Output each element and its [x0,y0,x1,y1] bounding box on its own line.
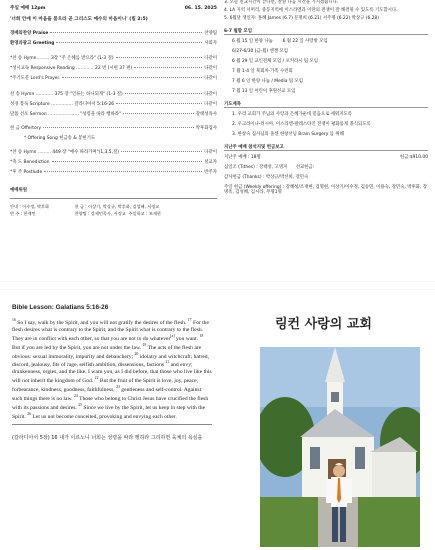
offering-note: * Offering Song 헌금송 & 봉헌기도 [24,135,96,141]
finance-attendance-row: 지난주 예배 : 18명 헌금:$910.00 [224,155,428,161]
bible-lesson [12,304,212,442]
korean-verse: (갈라디아서 5장) 16 내가 이르노니 너희는 성령을 따라 행하라 그리하면 육체의 욕심을 [12,435,203,442]
order-postlude: *후 주 Postlude 반주자 [10,169,217,175]
servants-title: 예배위원 [10,187,27,193]
finance-tithe-row: 십일조 (Tithes) : 강태성, 고명지 선교헌금: [224,165,315,171]
servants-table [10,203,217,218]
announcement-3: 3. 오늘 친교시간이 끝나면, 찬양 다음 시간을 가지겠습니다. [224,0,339,5]
order-praise: 경배와찬양 Praise 찬양팀 [10,30,217,36]
schedule-item: 6 월 15 일 한양 나눔 6 월 22 일 사랑방 모임 [232,39,328,45]
order-hymn-3: *찬 송 Hymn ……… 449 장 "예수 따라가며"(1,3,5,절) 다같이 [10,149,217,155]
bible-lesson-title: Bible Lesson: Galatians 5:16-26 [12,304,109,311]
finance-total: 헌금:$910.00 [399,155,428,161]
prayer-item: 2. 우크라이나-러시아, 이스라엘-팔레스타인 전쟁이 평화롭게 종식되도록 [232,122,371,128]
finance-weekly: 주일 헌금 (Weekly offering) : 강혜성/조재현, 김명현, 이상기/이수정, 김승민, 이용숙, 강민숙, 박후화, 장명옥, 김성혜, 김시라, 무명1명 [224,184,427,196]
order-scripture: 성경 봉독 Scripture …………… 갈라디아서 5:16-26 다같이 [10,101,217,107]
prayer-item: 1. 우리 교회가 주님의 사랑과 은혜가운데 믿음으로 세워지도록 [232,112,352,118]
prayer-title: 기도제목 [224,102,428,109]
service-date: 06. 15. 2025 [184,6,217,11]
church-photo-image [260,347,420,547]
service-title: 주일 예배 12pm [10,6,46,11]
order-hymn-2: 찬 송 Hymn ………… 375 장 "인류는 하나되게" (1-3 절) 다같이 [10,91,217,97]
order-responsive-reading: *성시교독 Responsive Reading ………… 22 번 (시편 37 편) 다같이 [10,65,217,71]
prayer-item: 3. 한창숙 집사님의 올센 한창선님 Brain Surgery 를 위해 [232,132,344,138]
schedule-item: 7 월 13 일 어린이 후원선교 모임 [232,88,296,94]
bulletin-header [10,6,217,12]
order-sermon: 말씀 선포 Sermon ………………… "성령을 따라 행하라" 강태성목사 [10,111,217,117]
order-benediction: *축 도 Benediction 설교자 [10,159,217,165]
order-greeting: 환영과광고 Greeting 사회자 [10,40,217,46]
schedule-item: 6/27-6/30 (금-월) 엔젤 모임 [232,49,288,55]
motto-verse: '너희 안에 이 마음을 품으라 곧 그리스도 예수의 마음이니' (빌 2:5) [10,16,148,22]
servants-row-1: 안내 : 이수정, 박후화 헌 금 : 이상기, 박상규, 박후화, 김성혜, 서정교 [10,203,160,209]
announcement-4: 4. LA 지역 서머리, 중동지역에 이스라엘과 이란의 전쟁이 잘 해결될 수 있도록 기도합시다. [224,7,398,13]
bible-text: $^{16}$ So I say, walk by the Spirit, and you will not gratify the desires of the flesh. $^{17}$ For the flesh desires what is contrary to the Spirit, and the Spirit what is contrary to the flesh. They are in conflict with each other, so that you are not to do whatever[a] you want. $^{18}$ But if you are led by the Spirit, you are not under the law. $^{19}$ The acts of the flesh are obvious: sexual immorality, impurity and debauchery; $^{20}$ idolatry and witchcraft; hatred, discord, jealousy, fits of rage, selfish ambition, dissensions, factions $^{21}$ and envy; drunkenness, orgies, and the like. I warn you, as I did before, that those who live like this will not inherit the kingdom of God. $^{22}$ But the fruit of the Spirit is love, joy, peace, forbearance, kindness, goodness, faithfulness, $^{23}$ gentleness and self-control. Against such things there is no law. $^{24}$ Those who belong to Christ Jesus have crucified the flesh with its passions and desires. $^{25}$ Since we live by the Spirit, let us keep in step with the Spirit. $^{26}$ Let us not become conceited, provoking and envying each other. [12,318,212,420]
schedule-title: 6-7 월말 모임 [224,29,428,36]
bulletin-page-2 [0,290,435,550]
worship-order-column [10,0,217,218]
announcement-5: 5. 6월달 생일자: 홍혜 James (6.7) 문명희 (6.21) 서주명 (6.22) 박상규 (6.28) [224,15,379,21]
schedule-item: 6 월 29 일 교인전체 모임 / 포커라시 팀 모임 [232,59,319,65]
finance-thanks: 감사헌금 (Thanks) : 박상규/박선희, 강민숙 [224,174,309,180]
church-photo [260,347,420,547]
schedule-item: 7 월 6 일 한양 나눔 / Media 팀 모임 [232,78,303,84]
church-name: 링컨 사랑의 교회 [275,317,372,332]
finance-title: 지난주 예배 참석지및 헌금보고 [224,145,428,152]
order-lords-prayer: *주기도문 Lord's Prayer. 다같이 [10,75,217,81]
announcements-column [224,0,428,196]
servants-row-2: 반 주 : 한재민 찬양팀 : 강제민목사, 서정교 주일학교 : 조재현 [10,211,161,217]
schedule-item: 7 월 1-4 일 북회차·가족 수련회 [232,68,293,74]
order-offertory: 헌 금 Offertory 박후화집사 [10,125,217,131]
order-hymn-1: *찬 송 Hymn……… 3장 "주 은혜를 받으라" (1-3 절) 다같이 [10,55,217,61]
